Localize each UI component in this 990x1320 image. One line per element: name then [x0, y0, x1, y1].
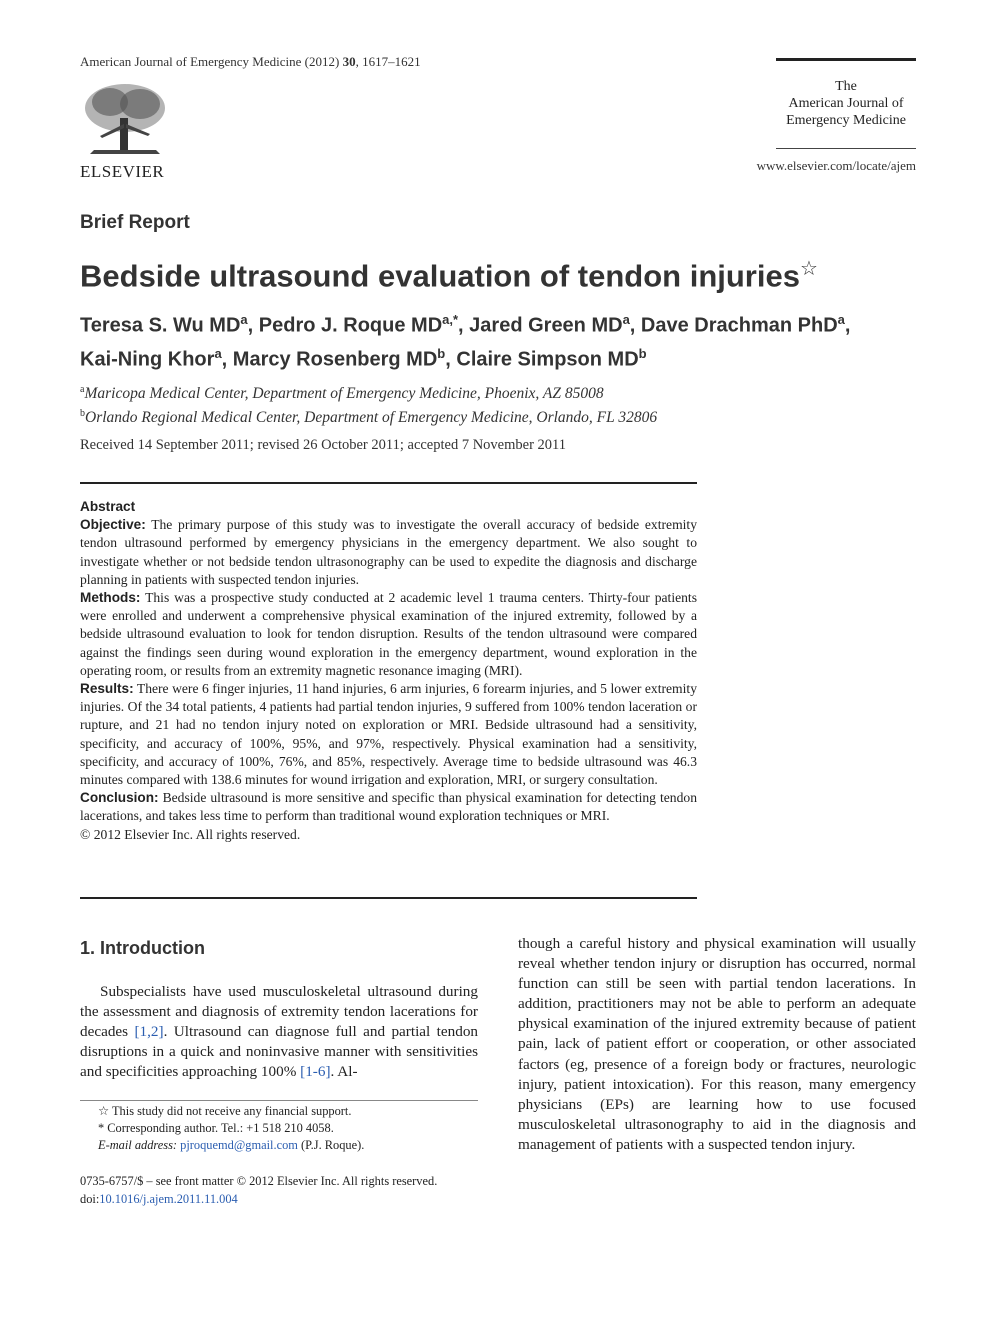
- star-icon: ☆: [98, 1104, 110, 1118]
- copyright-block: [80, 1173, 500, 1208]
- abstract-conclusion: [80, 789, 697, 825]
- author-name: Teresa S. Wu MD: [80, 314, 241, 337]
- conclusion-label: Conclusion:: [80, 790, 159, 806]
- doi-link[interactable]: 10.1016/j.ajem.2011.11.004: [99, 1191, 238, 1206]
- methods-label: Methods:: [80, 590, 141, 606]
- affiliations: [80, 380, 657, 428]
- affiliation-a: [80, 380, 657, 404]
- author-sup: a: [622, 312, 630, 327]
- author-name: Jared Green MD: [469, 314, 623, 337]
- affiliation-b: [80, 404, 657, 428]
- intro-text: . Ultrasound can diagnose full and partial tendon disruptions in a quick and noninvasive manner with sensitivities and specificities approaching 100%: [80, 1023, 479, 1081]
- section-label: Brief Report: [80, 212, 190, 233]
- author-name: Pedro J. Roque MD: [258, 314, 443, 337]
- email-suffix: (P.J. Roque).: [297, 1138, 365, 1152]
- intro-right-column: though a careful history and physical examination will usually reveal whether tendon injury or disruption has occurred, normal function can still be seen with partial tendon lacerations. In addition, practitioners may not be able to perform an adequate physical examination of the injured extremity because of patient pain, lack of patient effort or cooperation, or other associated factors (eg, presence of a foreign body or fractures, neurologic injury, patient intoxication). For this reason, many emergency physicians (EPs) are learning how to use focused musculoskeletal ultrasonography to aid in the diagnosis and management of patients with a suspected tendon injury.: [518, 935, 916, 1153]
- author-list: [80, 306, 920, 373]
- article-title: [80, 256, 818, 294]
- reference-link[interactable]: [1-6]: [300, 1063, 331, 1081]
- reference-link[interactable]: [1,2]: [134, 1023, 164, 1041]
- affiliation-text: Maricopa Medical Center, Department of Emergency Medicine, Phoenix, AZ 85008: [84, 385, 604, 403]
- author-sep: ,: [221, 348, 233, 371]
- methods-text: This was a prospective study conducted at 2 academic level 1 trauma centers. Thirty-four patients were enrolled and underwent a comprehensive physical examination of the injured extremity, followed by a bedside ultrasound evaluation to look for tendon disruption. Results of the tendon ultrasound were compared against the findings seen during wound exploration in the emergency department, wound exploration in the operating room, or results from an extremity magnetic resonance imaging (MRI).: [80, 590, 697, 678]
- title-text: Bedside ultrasound evaluation of tendon injuries: [80, 258, 800, 294]
- journal-bottom-rule: [776, 148, 916, 149]
- journal-top-rule: [776, 58, 916, 61]
- publisher-name: ELSEVIER: [80, 162, 165, 181]
- journal-name-line3: Emergency Medicine: [786, 113, 906, 128]
- author-line-1: [80, 306, 920, 340]
- author-sep: ,: [445, 348, 457, 371]
- results-text: There were 6 finger injuries, 11 hand injuries, 6 arm injuries, 6 forearm injuries, and 5 lower extremity injuries. Of the 34 total patients, 4 patients had partial tendon injuries, 9 suffered from 100% tendon laceration or rupture, and 21 had no tendon injury noted on exploration or MRI. Bedside ultrasound had a sensitivity, specificity, and accuracy of 100%, 95%, and 97%, respectively. Physical examination had a sensitivity, specificity, and accuracy of 100%, 76%, and 85%, respectively. Average time to bedside ultrasound was 46.3 minutes compared with 138.6 minutes for wound irrigation and exploration, MRI, or surgery consultation.: [80, 681, 697, 788]
- intro-text: Subspecialists have used musculoskeletal ultrasound during the assessment and diagnosis of extremity tendon lacerations for decades: [80, 983, 478, 1041]
- author-sep: ,: [629, 314, 641, 337]
- author-line-2: [80, 340, 920, 374]
- author-sup: a: [837, 312, 845, 327]
- journal-url-link[interactable]: www.elsevier.com/locate/ajem: [756, 158, 916, 173]
- abstract-methods: [80, 589, 697, 680]
- abstract-objective: [80, 516, 697, 589]
- volume: 30: [342, 54, 356, 69]
- author-sup: a,*: [442, 312, 459, 327]
- introduction-heading: 1. Introduction: [80, 938, 205, 958]
- doi-label: doi:: [80, 1191, 100, 1206]
- abstract-heading: Abstract: [80, 499, 136, 514]
- author-name: Dave Drachman PhD: [640, 314, 838, 337]
- author-sup: a: [214, 345, 222, 361]
- elsevier-tree-logo-icon: [80, 80, 170, 160]
- journal-name: [776, 78, 916, 129]
- affiliation-sup: b: [80, 408, 85, 420]
- author-sup: b: [638, 345, 647, 361]
- journal-name-line2: American Journal of: [788, 96, 904, 111]
- author-name: Kai-Ning Khor: [80, 348, 215, 371]
- objective-label: Objective:: [80, 517, 146, 533]
- author-sep: ,: [844, 314, 851, 337]
- doi-line: [80, 1191, 500, 1209]
- abstract-rights: © 2012 Elsevier Inc. All rights reserved.: [80, 826, 301, 842]
- funding-text: This study did not receive any financial support.: [109, 1104, 352, 1118]
- email-label: E-mail address:: [98, 1138, 178, 1152]
- footnotes: [80, 1103, 478, 1154]
- author-name: Marcy Rosenberg MD: [232, 348, 438, 371]
- affiliation-text: Orlando Regional Medical Center, Department of Emergency Medicine, Orlando, FL 32806: [85, 409, 658, 427]
- email-link[interactable]: pjroquemd@gmail.com: [180, 1138, 298, 1152]
- journal-citation: [80, 54, 421, 70]
- results-label: Results:: [80, 681, 134, 697]
- author-sup: b: [437, 345, 446, 361]
- citation-prefix: American Journal of Emergency Medicine (2012): [80, 54, 343, 69]
- conclusion-text: Bedside ultrasound is more sensitive and specific than physical examination for detecting tendon lacerations, and takes less time to perform than traditional wound exploration techniques or MRI.: [80, 790, 697, 824]
- footnote-rule: [80, 1100, 478, 1101]
- author-sup: a: [240, 312, 248, 327]
- intro-left-column: [80, 982, 478, 1082]
- abstract-results: [80, 680, 697, 789]
- article-dates: Received 14 September 2011; revised 26 October 2011; accepted 7 November 2011: [80, 437, 566, 453]
- intro-text: . Al-: [330, 1063, 358, 1081]
- corresponding-footnote: * Corresponding author. Tel.: +1 518 210 4058.: [98, 1121, 334, 1135]
- email-footnote: [80, 1137, 478, 1154]
- abstract: [80, 498, 697, 844]
- star-icon: ☆: [799, 258, 818, 280]
- issn-line: 0735-6757/$ – see front matter © 2012 Elsevier Inc. All rights reserved.: [80, 1174, 438, 1188]
- abstract-top-rule: [80, 482, 697, 484]
- journal-name-line1: The: [835, 79, 857, 94]
- affiliation-sup: a: [80, 384, 85, 395]
- author-sep: ,: [247, 314, 259, 337]
- objective-text: The primary purpose of this study was to investigate the overall accuracy of bedside extremity tendon ultrasound performed by emergency physicians in the emergency department. We also sought to investigate whether or not bedside tendon ultrasonography can be used to expedite the diagnosis and discharge planning in patients with suspected tendon injuries.: [80, 517, 697, 587]
- citation-pages: , 1617–1621: [355, 54, 421, 69]
- author-sep: ,: [458, 314, 470, 337]
- author-name: Claire Simpson MD: [456, 348, 639, 371]
- funding-footnote: [80, 1103, 478, 1120]
- abstract-bottom-rule: [80, 897, 697, 899]
